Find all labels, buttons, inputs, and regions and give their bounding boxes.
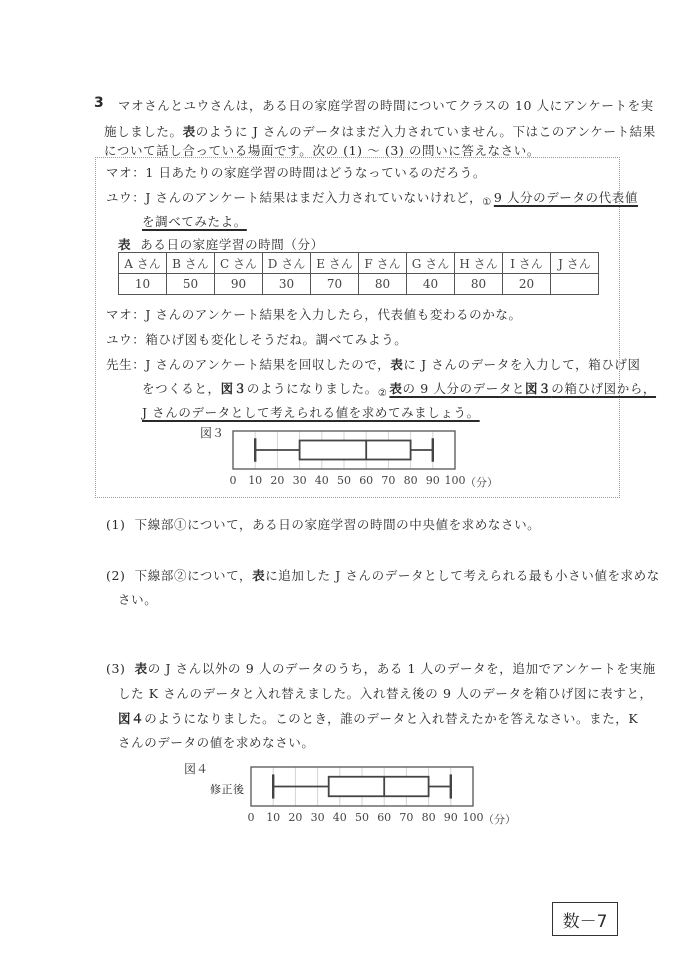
table-ref: 表 [389, 381, 403, 396]
subquestion-3-line-2: した K さんのデータと入れ替えました。入れ替え後の 9 人のデータを箱ひげ図に表すと， [118, 686, 653, 701]
dialog-line-yuu-2 [106, 330, 407, 348]
x-tick-label: 20 [270, 474, 285, 487]
speaker-mao: マオ： [106, 165, 146, 180]
subquestion-2 [106, 566, 660, 584]
figure4-boxplot [243, 761, 503, 808]
x-tick-label: 90 [425, 474, 440, 487]
intro-line-1: マオさんとユウさんは，ある日の家庭学習の時間についてクラスの 10 人にアンケートを実 [118, 98, 654, 113]
dialog-text: 1 日あたりの家庭学習の時間はどうなっているのだろう。 [145, 165, 486, 180]
x-tick-label: 30 [292, 474, 307, 487]
question-number: 3 [94, 95, 105, 111]
x-tick-label: 80 [403, 474, 418, 487]
intro-line-2 [104, 122, 656, 140]
table-value-cell: 90 [215, 274, 263, 295]
dialog-text: J さんのアンケート結果はまだ入力されていないけれど， [145, 190, 483, 205]
table-header-row [119, 253, 599, 274]
x-tick-label: 50 [355, 811, 369, 824]
table-value-cell: 10 [119, 274, 167, 295]
speaker-yuu: ユウ： [106, 190, 146, 205]
table-header-cell: H さん [455, 253, 503, 274]
dialog-text: をつくると， [142, 381, 221, 396]
subquestion-1 [106, 515, 540, 533]
subquestion-2-text: 下線部②について， [134, 568, 253, 583]
figure3-ref: 図３ [525, 381, 552, 396]
subquestion-1-text: 下線部①について，ある日の家庭学習の時間の中央値を求めなさい。 [134, 517, 541, 532]
table-value-row [119, 274, 599, 295]
table-value-cell: 70 [311, 274, 359, 295]
table-header-cell: J さん [551, 253, 599, 274]
table-value-cell: 30 [263, 274, 311, 295]
x-tick-label: 100 [444, 474, 466, 487]
x-tick-label: 50 [337, 474, 351, 487]
underline-marker-2: ② [377, 388, 388, 399]
table-caption-text: ある日の家庭学習の時間（分） [140, 237, 324, 252]
table-header-cell: I さん [503, 253, 551, 274]
dialog-line-teacher-3 [142, 403, 480, 421]
x-tick-label: 0 [229, 474, 237, 487]
dialog-text: 箱ひげ図も変化しそうだね。調べてみよう。 [145, 332, 408, 347]
underlined-segment: の箱ひげ図から， [551, 381, 657, 396]
dialog-line-yuu-1-cont [142, 212, 247, 230]
subquestion-3-text: の J さん以外の 9 人のデータのうち，ある 1 人のデータを，追加でアンケートを実施 [147, 661, 656, 676]
x-tick-label: 90 [443, 811, 458, 824]
x-tick-label: 100 [462, 811, 484, 824]
dialog-text: に J さんのデータを入力して，箱ひげ図 [403, 357, 641, 372]
subquestion-2-cont: さい。 [118, 592, 158, 607]
dialog-line-mao-2 [106, 305, 522, 323]
subquestion-3-line-4: さんのデータの値を求めなさい。 [118, 735, 315, 750]
x-tick-label: 70 [399, 811, 414, 824]
underline-marker-1: ① [482, 197, 492, 208]
x-tick-label: 0 [247, 811, 255, 824]
x-tick-label: 80 [421, 811, 436, 824]
underlined-text-2 [389, 381, 656, 396]
figure4-row-label: 修正後 [210, 783, 245, 796]
table-value-cell: 40 [407, 274, 455, 295]
x-tick-label: 20 [288, 811, 303, 824]
iqr-box [329, 777, 429, 797]
table-ref: 表 [390, 357, 404, 372]
table-ref: 表 [182, 124, 196, 139]
survey-table [118, 252, 599, 295]
table-header-cell: D さん [263, 253, 311, 274]
table-value-cell: 20 [503, 274, 551, 295]
subquestion-3-line-3 [118, 709, 638, 727]
table-header-cell: F さん [359, 253, 407, 274]
subquestion-2-number: (2) [106, 568, 126, 583]
table-header-cell: C さん [215, 253, 263, 274]
intro-text: 施しました。 [104, 124, 183, 139]
table-value-cell: 80 [359, 274, 407, 295]
subquestion-3 [106, 659, 656, 677]
speaker-teacher: 先生： [106, 357, 146, 372]
dialog-line-teacher-1 [106, 355, 641, 373]
intro-line-3: について話し合っている場面です。次の (1) ～ (3) の問いに答えなさい。 [104, 143, 540, 158]
x-tick-label: 30 [310, 811, 325, 824]
dialog-line-yuu-1 [106, 188, 638, 206]
subquestion-1-number: (1) [106, 517, 126, 532]
x-tick-label: 70 [381, 474, 396, 487]
dialog-text: J さんのアンケート結果を入力したら，代表値も変わるのかな。 [145, 307, 522, 322]
table-ref: 表 [252, 568, 266, 583]
figure3-ref: 図３ [220, 381, 247, 396]
table-header-cell: A さん [119, 253, 167, 274]
subquestion-2-text: に追加した J さんのデータとして考えられる最も小さい値を求めな [265, 568, 660, 583]
underlined-text-2-cont: J さんのデータとして考えられる値を求めてみましょう。 [142, 405, 480, 420]
table-value-cell: 50 [167, 274, 215, 295]
x-tick-label: 60 [359, 474, 374, 487]
x-tick-label: 40 [314, 474, 329, 487]
x-unit-label: （分） [465, 476, 498, 489]
speaker-yuu: ユウ： [106, 332, 146, 347]
figure4-ref: 図４ [118, 711, 145, 726]
table-ref: 表 [134, 661, 148, 676]
speaker-mao: マオ： [106, 307, 146, 322]
table-caption [118, 235, 324, 253]
figure4-title: 図４ [184, 762, 209, 776]
subquestion-3-number: (3) [106, 661, 126, 676]
x-unit-label: （分） [483, 813, 516, 826]
table-caption-label: 表 [118, 237, 132, 252]
subquestion-3-text: のようになりました。このとき，誰のデータと入れ替えたかを答えなさい。また，K [144, 711, 639, 726]
table-header-cell: B さん [167, 253, 215, 274]
table-value-cell: 80 [455, 274, 503, 295]
table-header-cell: E さん [311, 253, 359, 274]
x-tick-label: 10 [266, 811, 281, 824]
underlined-text-1: 9 人分のデータの代表値 [493, 190, 638, 205]
dialog-line-teacher-2 [142, 379, 656, 397]
x-tick-label: 60 [377, 811, 392, 824]
figure3-boxplot [225, 425, 485, 470]
intro-text: のように J さんのデータはまだ入力されていません。下はこのアンケート結果 [195, 124, 656, 139]
dialog-line-mao-1 [106, 163, 486, 181]
dialog-text: のようになりました。 [246, 381, 378, 396]
table-header-cell: G さん [407, 253, 455, 274]
underlined-text-1-cont: を調べてみたよ。 [142, 214, 247, 229]
x-tick-label: 40 [332, 811, 347, 824]
table-value-cell-empty [551, 274, 599, 295]
figure3-title: 図３ [200, 426, 225, 440]
underlined-segment: の 9 人分のデータと [402, 381, 526, 396]
dialog-text: J さんのアンケート結果を回収したので， [145, 357, 391, 372]
x-tick-label: 10 [248, 474, 263, 487]
page-number-badge: 数－7 [552, 902, 618, 936]
iqr-box [300, 441, 411, 460]
